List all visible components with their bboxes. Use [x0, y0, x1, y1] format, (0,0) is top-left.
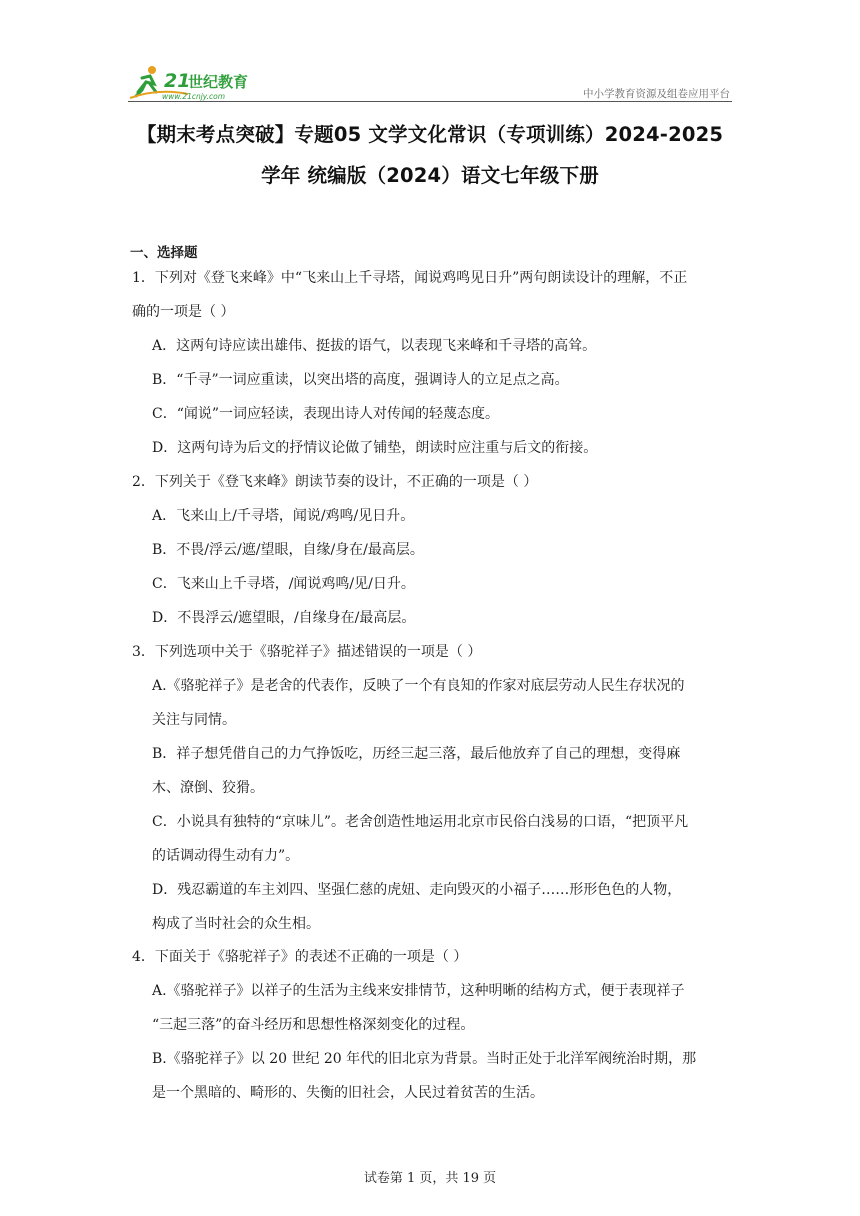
q4-option-a-line-2: “三起三落”的奋斗经历和思想性格深刻变化的过程。	[152, 1017, 475, 1033]
q4-option-a-line-1: A.《骆驼祥子》以祥子的生活为主线来安排情节，这种明晰的结构方式，便于表现祥子	[152, 983, 685, 999]
q1-stem-line-1: 1．下列对《登飞来峰》中“飞来山上千寻塔，闻说鸡鸣见日升”两句朗读设计的理解，不正	[132, 270, 688, 286]
q2-option-c: C．飞来山上千寻塔，/闻说鸡鸣/见/日升。	[152, 576, 415, 592]
doc-title-line-2: 学年 统编版（2024）语文七年级下册	[261, 164, 599, 187]
section-heading: 一、选择题	[130, 245, 198, 261]
q4-stem: 4．下面关于《骆驼祥子》的表述不正确的一项是（ ）	[132, 949, 468, 965]
q3-option-a-line-2: 关注与同情。	[152, 712, 236, 728]
header-divider	[128, 101, 732, 102]
q2-stem: 2．下列关于《登飞来峰》朗读节奏的设计，不正确的一项是（ ）	[132, 474, 538, 490]
q3-option-b-line-1: B．祥子想凭借自己的力气挣饭吃，历经三起三落，最后他放弃了自己的理想，变得麻	[152, 746, 681, 762]
q2-option-d: D．不畏浮云/遮望眼，/自缘身在/最高层。	[152, 610, 416, 626]
q3-stem: 3．下列选项中关于《骆驼祥子》描述错误的一项是（ ）	[132, 644, 482, 660]
q3-option-a-line-1: A.《骆驼祥子》是老舍的代表作，反映了一个有良知的作家对底层劳动人民生存状况的	[152, 678, 685, 694]
q1-stem-line-2: 确的一项是（ ）	[132, 304, 235, 320]
q3-option-d-line-1: D．残忍霸道的车主刘四、坚强仁慈的虎妞、走向毁灭的小福子……形形色色的人物，	[152, 882, 682, 898]
q4-option-b-line-1: B.《骆驼祥子》以 20 世纪 20 年代的旧北京为背景。当时正处于北洋军阀统治时期，那	[152, 1051, 697, 1067]
q1-option-b: B．“千寻”一词应重读，以突出塔的高度，强调诗人的立足点之高。	[152, 372, 569, 388]
q3-option-d-line-2: 构成了当时社会的众生相。	[152, 916, 320, 932]
doc-title-line-1: 【期末考点突破】专题05 文学文化常识（专项训练）2024-2025	[136, 123, 724, 146]
q2-option-a: A．飞来山上/千寻塔，闻说/鸡鸣/见日升。	[152, 508, 415, 524]
svg-text:www.21cnjy.com: www.21cnjy.com	[162, 92, 226, 101]
q3-option-c-line-1: C．小说具有独特的“京味儿”。老舍创造性地运用北京市民俗白浅易的口语，“把顶平凡	[152, 814, 689, 830]
q1-option-d: D．这两句诗为后文的抒情议论做了铺垫，朗读时应注重与后文的衔接。	[152, 440, 598, 456]
q2-option-b: B．不畏/浮云/遮/望眼，自缘/身在/最高层。	[152, 542, 424, 558]
q1-option-a: A．这两句诗应读出雄伟、挺拔的语气，以表现飞来峰和千寻塔的高耸。	[152, 338, 597, 354]
q3-option-c-line-2: 的话调动得生动有力”。	[152, 848, 300, 864]
platform-label: 中小学教育资源及组卷应用平台	[583, 88, 730, 100]
q4-option-b-line-2: 是一个黑暗的、畸形的、失衡的旧社会，人民过着贫苦的生活。	[152, 1085, 544, 1101]
page-footer: 试卷第 1 页，共 19 页	[363, 1171, 497, 1186]
svg-text:21: 21	[164, 70, 191, 92]
svg-text:世纪教育: 世纪教育	[188, 73, 249, 91]
q3-option-b-line-2: 木、潦倒、狡猾。	[152, 780, 264, 796]
logo-21cnjy	[128, 62, 268, 102]
page-header	[128, 62, 732, 102]
q1-option-c: C．“闻说”一词应轻读，表现出诗人对传闻的轻蔑态度。	[152, 406, 500, 422]
